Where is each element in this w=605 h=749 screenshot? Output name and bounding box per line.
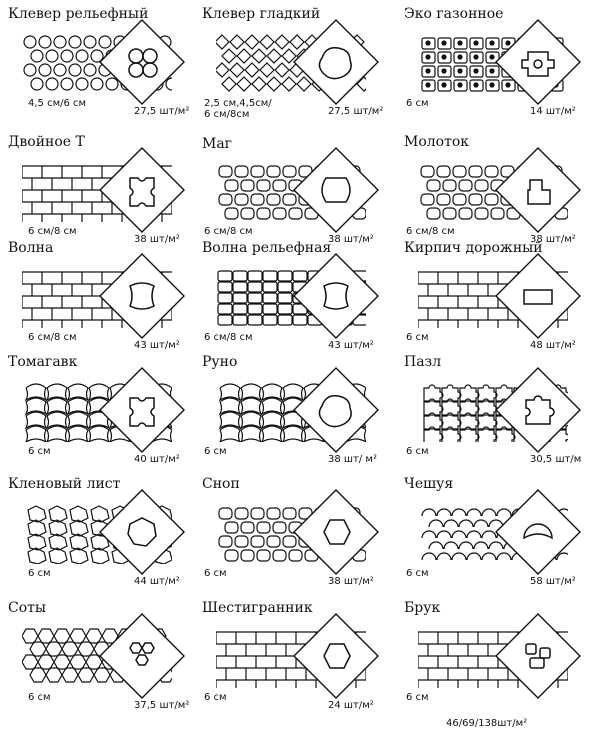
tile-thickness: 4,5 см/6 см (28, 98, 87, 109)
tile-shape-diamond (292, 252, 380, 340)
tile-shape-diamond (292, 146, 380, 234)
tile-thickness: 6 см (204, 446, 227, 457)
tile-thickness: 6 см (406, 98, 429, 109)
tile-thickness: 6 см/8 см (204, 226, 253, 237)
tile-density: 43 шт/м² (134, 340, 180, 351)
tile-name: Двойное Т (8, 134, 85, 150)
tile-shape-diamond (98, 252, 186, 340)
tile-name: Маг (202, 136, 233, 152)
tile-name: Кленовый лист (8, 476, 121, 492)
tile-thickness: 6 см (28, 692, 51, 703)
tile-name: Шестигранник (202, 600, 313, 616)
tile-name: Эко газонное (404, 6, 504, 22)
tile-density: 14 шт/м² (530, 106, 576, 117)
tile-shape-diamond (494, 488, 582, 576)
tile-density: 27,5 шт/м² (134, 106, 190, 117)
tile-density: 24 шт/м² (328, 700, 374, 711)
tile-shape-diamond (98, 18, 186, 106)
tile-thickness: 6 см (28, 568, 51, 579)
tile-name: Томагавк (8, 354, 78, 370)
tile-shape-diamond (98, 488, 186, 576)
tile-density: 48 шт/м² (530, 340, 576, 351)
tile-name: Молоток (404, 134, 470, 150)
tile-card (200, 354, 396, 478)
tile-card (6, 354, 202, 478)
tile-name: Клевер рельефный (8, 6, 149, 22)
tile-density: 44 шт/м² (134, 576, 180, 587)
tile-density: 27,5 шт/м² (328, 106, 384, 117)
tile-thickness: 6 см (204, 692, 227, 703)
tile-density: 38 шт/м² (328, 234, 374, 245)
tile-name: Волна (8, 240, 54, 256)
tile-density: 40 шт/м² (134, 454, 180, 465)
tile-card (6, 6, 202, 130)
tile-shape-diamond (98, 366, 186, 454)
tile-name: Брук (404, 600, 441, 616)
tile-shape-diamond (292, 488, 380, 576)
tile-density: 30,5 шт/м (530, 454, 582, 465)
tile-thickness: 6 см (406, 692, 429, 703)
tile-shape-diamond (494, 252, 582, 340)
tile-card (6, 476, 202, 600)
tile-thickness: 6 см (204, 568, 227, 579)
tile-shape-diamond (494, 146, 582, 234)
tile-card (200, 240, 396, 364)
tile-card (402, 354, 598, 478)
tile-card (200, 600, 396, 740)
tile-thickness: 6 см/8 см (204, 332, 253, 343)
tile-shape-diamond (494, 366, 582, 454)
tile-thickness: 6 см (406, 568, 429, 579)
tile-name: Клевер гладкий (202, 6, 321, 22)
tile-shape-diamond (494, 612, 582, 700)
tile-thickness: 2,5 см,4,5см/ 6 см/8см (204, 98, 272, 120)
tile-density: 37,5 шт/м² (134, 700, 190, 711)
tile-card (200, 6, 396, 130)
tile-name: Кирпич дорожный (404, 240, 543, 256)
tile-density: 58 шт/м² (530, 576, 576, 587)
tile-shape-diamond (494, 18, 582, 106)
tile-thickness: 6 см/8 см (406, 226, 455, 237)
tile-thickness: 6 см/8 см (28, 226, 77, 237)
tile-density: 38 шт/м² (328, 576, 374, 587)
tile-thickness: 6 см (406, 446, 429, 457)
tile-density: 38 шт/м² (530, 234, 576, 245)
tile-thickness: 6 см (406, 332, 429, 343)
tile-card (402, 600, 598, 740)
tile-name: Чешуя (404, 476, 454, 492)
tile-card (402, 6, 598, 130)
tile-thickness: 6 см (28, 446, 51, 457)
tile-name: Соты (8, 600, 47, 616)
tile-density: 43 шт/м² (328, 340, 374, 351)
tile-density: 46/69/138шт/м² (446, 718, 528, 729)
tile-shape-diamond (292, 366, 380, 454)
tile-density: 38 шт/м² (134, 234, 180, 245)
tile-thickness: 6 см/8 см (28, 332, 77, 343)
tile-name: Пазл (404, 354, 442, 370)
tile-name: Руно (202, 354, 238, 370)
tile-shape-diamond (292, 18, 380, 106)
tile-card (402, 476, 598, 600)
tile-shape-diamond (98, 612, 186, 700)
tile-density: 38 шт/ м² (328, 454, 377, 465)
tile-card (200, 476, 396, 600)
tile-shape-diamond (98, 146, 186, 234)
tile-name: Сноп (202, 476, 240, 492)
tile-card (6, 600, 202, 740)
tile-card (6, 240, 202, 364)
tile-card (402, 240, 598, 364)
tile-shape-diamond (292, 612, 380, 700)
tile-name: Волна рельефная (202, 240, 332, 256)
